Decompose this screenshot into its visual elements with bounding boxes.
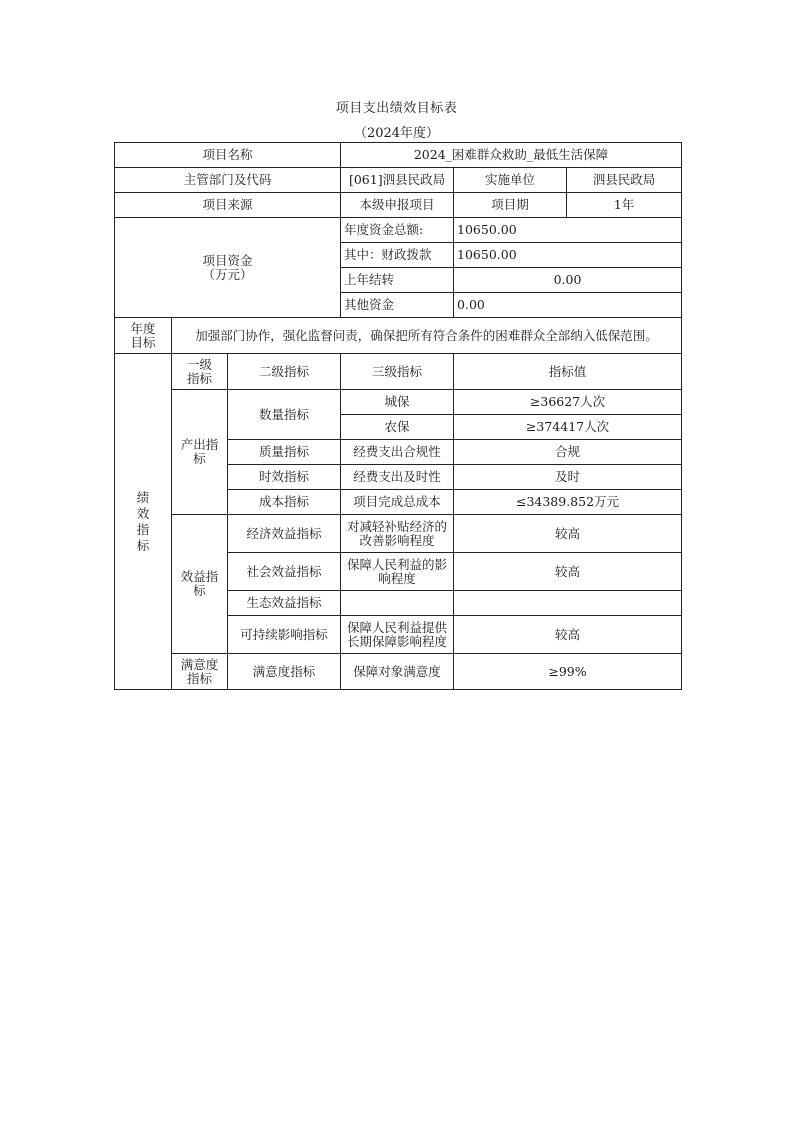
indicators-section-label <box>115 354 172 690</box>
row-project-name <box>115 143 682 168</box>
performance-table <box>114 142 682 690</box>
source-value: 本级申报项目 <box>341 193 454 218</box>
row-indicator-header <box>115 354 682 390</box>
funds-row-value: 10650.00 <box>454 218 682 243</box>
row-annual-goal <box>115 318 682 354</box>
dept-label: 主管部门及代码 <box>115 168 341 193</box>
dept-value: [061]泗县民政局 <box>341 168 454 193</box>
document-title: 项目支出绩效目标表 <box>335 101 458 116</box>
funds-label: 项目资金 （万元） <box>115 218 341 318</box>
indicator-value: 较高 <box>454 515 682 553</box>
indicator-name: 保障人民利益提供长期保障影响程度 <box>341 616 454 654</box>
indicator-name: 经费支出及时性 <box>341 465 454 490</box>
cost-label: 成本指标 <box>228 490 341 515</box>
project-name-value: 2024_困难群众救助_最低生活保障 <box>341 143 682 168</box>
indicator-name: 项目完成总成本 <box>341 490 454 515</box>
funds-row-value: 10650.00 <box>454 243 682 268</box>
indicator-name: 保障对象满意度 <box>341 654 454 690</box>
header-level2: 二级指标 <box>228 354 341 390</box>
indicator-value: 合规 <box>454 440 682 465</box>
row-source <box>115 193 682 218</box>
time-label: 时效指标 <box>228 465 341 490</box>
source-label: 项目来源 <box>115 193 341 218</box>
benefit-label: 效益指 标 <box>172 515 228 654</box>
indicator-value: 较高 <box>454 616 682 654</box>
funds-row-label: 其中：财政拨款 <box>341 243 454 268</box>
indicator-name: 保障人民利益的影响程度 <box>341 553 454 591</box>
document-year: （2024年度） <box>353 126 440 141</box>
indicator-value: 及时 <box>454 465 682 490</box>
header-level3: 三级指标 <box>341 354 454 390</box>
indicator-value: ≥99% <box>454 654 682 690</box>
header-level1: 一级 指标 <box>172 354 228 390</box>
indicator-value: ≥374417人次 <box>454 415 682 440</box>
funds-row-value: 0.00 <box>454 293 682 318</box>
indicators-section-text: 绩效指标 <box>136 489 150 553</box>
impl-label: 实施单位 <box>454 168 567 193</box>
period-label: 项目期 <box>454 193 567 218</box>
quantity-label: 数量指标 <box>228 390 341 440</box>
indicator-value: 较高 <box>454 553 682 591</box>
output-label: 产出指 标 <box>172 390 228 515</box>
quality-label: 质量指标 <box>228 440 341 465</box>
indicator-name: 农保 <box>341 415 454 440</box>
row-output-quantity-urban <box>115 390 682 415</box>
indicator-value: ≥36627人次 <box>454 390 682 415</box>
funds-row-label: 年度资金总额: <box>341 218 454 243</box>
period-value: 1年 <box>567 193 682 218</box>
indicator-name: 对减轻补贴经济的改善影响程度 <box>341 515 454 553</box>
indicator-value <box>454 591 682 616</box>
funds-row-label: 上年结转 <box>341 268 454 293</box>
project-name-label: 项目名称 <box>115 143 341 168</box>
indicator-value: ≤34389.852万元 <box>454 490 682 515</box>
goal-label: 年度 目标 <box>115 318 172 354</box>
sustain-label: 可持续影响指标 <box>228 616 341 654</box>
impl-value: 泗县民政局 <box>567 168 682 193</box>
indicator-name: 城保 <box>341 390 454 415</box>
header-value: 指标值 <box>454 354 682 390</box>
row-funds-total <box>115 218 682 243</box>
row-satisfaction <box>115 654 682 690</box>
row-department <box>115 168 682 193</box>
row-benefit-economic <box>115 515 682 553</box>
eco-label: 生态效益指标 <box>228 591 341 616</box>
indicator-name: 经费支出合规性 <box>341 440 454 465</box>
social-label: 社会效益指标 <box>228 553 341 591</box>
funds-row-value: 0.00 <box>454 268 682 293</box>
goal-text: 加强部门协作，强化监督问责，确保把所有符合条件的困难群众全部纳入低保范围。 <box>172 318 682 354</box>
economic-label: 经济效益指标 <box>228 515 341 553</box>
funds-row-label: 其他资金 <box>341 293 454 318</box>
satisfaction-label: 满意度 指标 <box>172 654 228 690</box>
satisfaction-sub-label: 满意度指标 <box>228 654 341 690</box>
indicator-name <box>341 591 454 616</box>
